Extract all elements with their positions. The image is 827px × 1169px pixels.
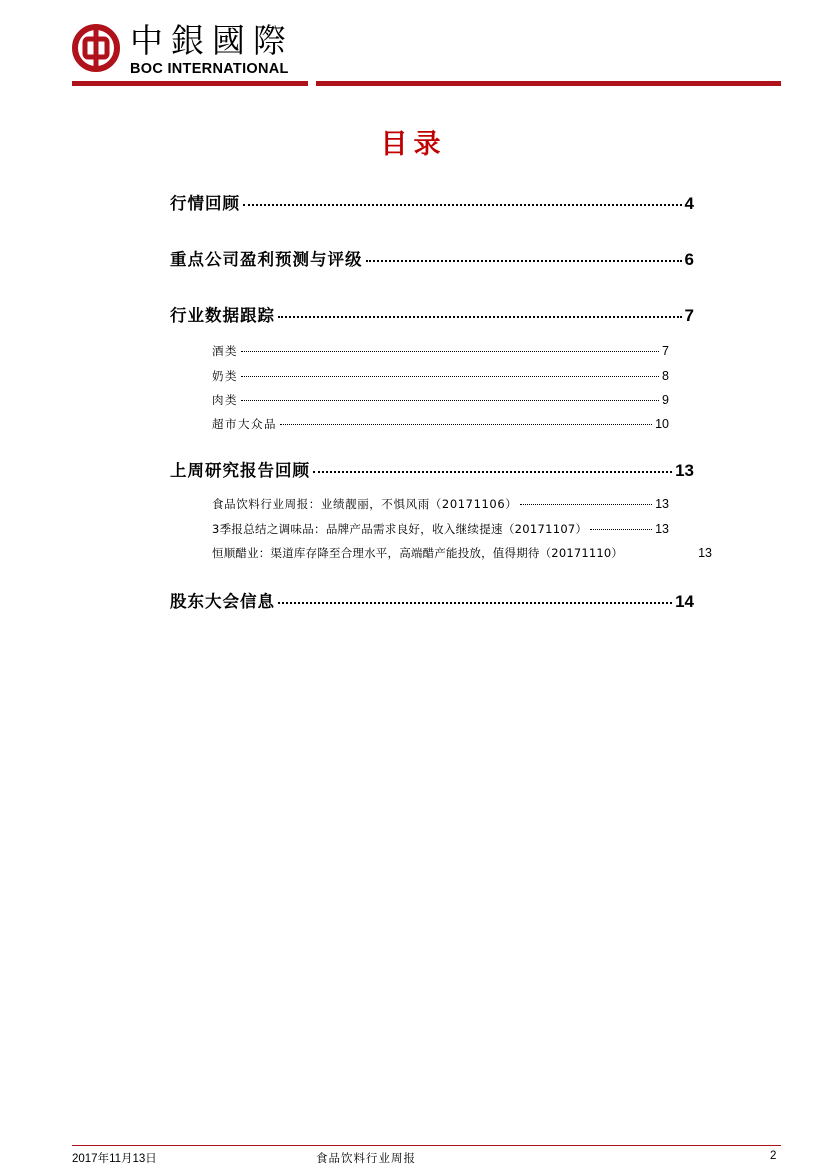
footer-doc-title: 食品饮料行业周报 [316,1151,416,1165]
toc-subentry[interactable] [212,496,669,512]
toc-subentry[interactable] [212,392,669,408]
toc-entry-page: 7 [684,306,694,325]
toc-leader [278,602,672,604]
toc-entry-page: 8 [662,369,669,383]
toc-entry-page: 6 [684,250,694,269]
toc-leader [278,316,682,318]
toc-entry[interactable] [170,588,694,612]
toc-entry-label: 肉类 [212,393,238,407]
toc-entry[interactable] [170,457,694,481]
toc-subentry[interactable] [212,368,669,384]
toc-subentry[interactable] [212,545,712,561]
toc-entry-page: 10 [655,417,669,431]
toc-leader [280,424,652,425]
footer-rule [72,1145,781,1146]
toc-leader [241,400,659,401]
page-title: 目录 [380,129,447,160]
toc-leader [366,260,682,262]
toc-entry-label: 酒类 [212,344,238,358]
toc-entry-label: 行业数据跟踪 [170,306,275,325]
toc-entry-label: 恒顺醋业：渠道库存降至合理水平，高端醋产能投放，值得期待（20171110） [212,546,624,560]
toc-entry-page: 13 [655,497,669,511]
toc-entry[interactable] [170,190,694,214]
toc-entry-label: 食品饮料行业周报：业绩靓丽，不惧风雨（20171106） [212,497,518,511]
logo-chinese-name: 中銀國際 [130,21,294,60]
toc-subentry[interactable] [212,343,669,359]
logo-english-name: BOC INTERNATIONAL [130,61,289,77]
toc-entry-page: 14 [675,592,694,611]
toc-leader [590,529,652,530]
footer-page-number: 2 [770,1150,777,1162]
toc-leader [241,351,659,352]
toc-entry-label: 超市大众品 [212,417,277,431]
toc-leader [520,504,652,505]
header-rule-left [72,81,308,86]
toc-leader [243,204,682,206]
toc-entry-label: 重点公司盈利预测与评级 [170,250,363,269]
toc-entry-page: 13 [698,546,712,560]
toc-entry-page: 7 [662,344,669,358]
header-rule-right [316,81,781,86]
toc-entry-page: 4 [684,194,694,213]
boc-logo-icon [72,24,120,72]
toc-entry-page: 13 [655,522,669,536]
toc-entry[interactable] [170,302,694,326]
footer-date: 2017年11月13日 [72,1153,157,1165]
toc-entry[interactable] [170,246,694,270]
toc-leader [241,376,659,377]
toc-subentry[interactable] [212,521,669,537]
toc-entry-label: 股东大会信息 [170,592,275,611]
toc-entry-page: 9 [662,393,669,407]
toc-entry-page: 13 [675,461,694,480]
toc-entry-label: 上周研究报告回顾 [170,461,310,480]
toc-subentry[interactable] [212,416,669,432]
toc-entry-label: 行情回顾 [170,194,240,213]
toc-leader [313,471,672,473]
toc-entry-label: 3季报总结之调味品：品牌产品需求良好，收入继续提速（20171107） [212,522,588,536]
toc-entry-label: 奶类 [212,369,238,383]
